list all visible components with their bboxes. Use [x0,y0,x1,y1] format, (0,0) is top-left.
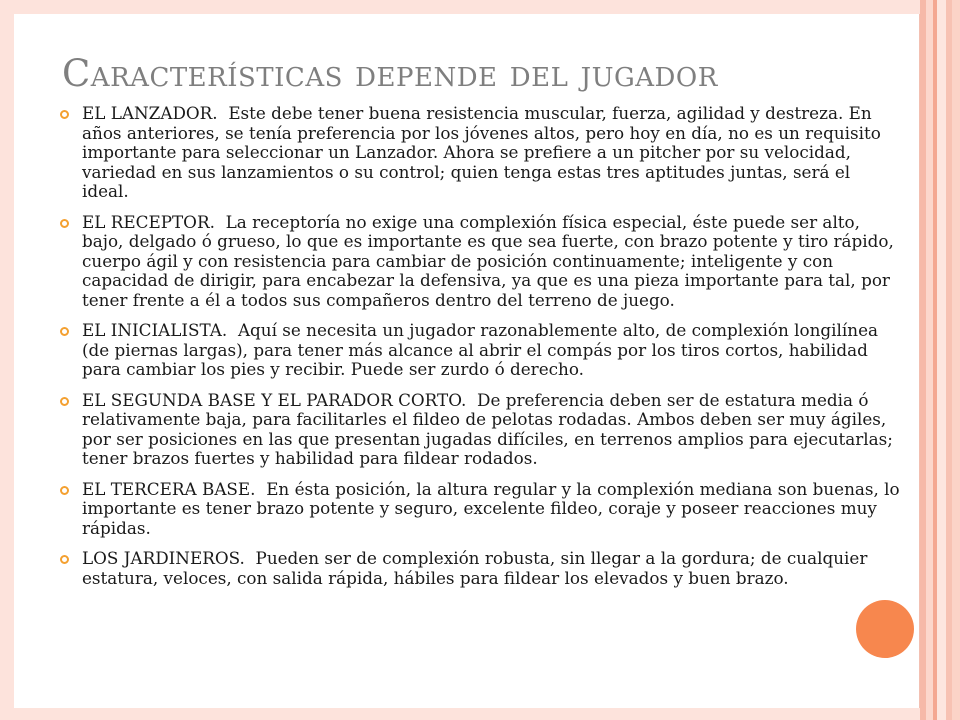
bullet-circle-icon [60,327,69,336]
bullet-heading: EL TERCERA BASE. [82,478,256,499]
bullet-heading: EL LANZADOR. [82,103,218,123]
slide-frame-left [0,0,14,720]
bullet-list [60,104,902,599]
bullet-circle-icon [60,110,69,119]
bullet-circle-icon [60,555,69,564]
bullet-text [82,320,878,379]
bullet-heading: LOS JARDINEROS. [82,548,245,568]
bullet-item-segunda-base [60,391,902,469]
slide-frame-right-stripes [920,0,960,720]
bullet-circle-icon [60,486,69,495]
bullet-text [82,103,881,201]
bullet-item-lanzador [60,104,902,202]
bullet-body: Pueden ser de complexión robusta, sin llegar a la gordura; de cualquier estatura, veloces, con salida rápida, hábiles para fildear los elevados y buen brazo. [82,548,868,588]
bullet-circle-icon [60,219,69,228]
bullet-text [82,479,900,538]
bullet-body: En ésta posición, la altura regular y la complexión mediana son buenas, lo importante es tener brazo potente y seguro, excelente fildeo, coraje y poseer reacciones muy rápidas. [82,478,900,538]
bullet-text [82,390,893,469]
bullet-text [82,548,867,588]
slide-title: Características depende del jugador [62,52,718,95]
bullet-body: La receptoría no exige una complexión física especial, éste puede ser alto, bajo, delgado ó grueso, lo que es importante es que sea fuerte, con brazo potente y tiro rápido, cuerpo ágil y con resistencia para cambiar de posición continuamente; inteligente y con capacidad de dirigir, para encabezar la defensiva, ya que es una pieza importante para tal, por tener frente a él a todos sus compañeros dentro del terreno de juego. [82,211,894,310]
bullet-heading: EL RECEPTOR. [82,211,215,232]
bullet-body: Aquí se necesita un jugador razonablemente alto, de complexión longilínea (de piernas largas), para tener más alcance al abrir el compás por los tiros cortos, habilidad para cambiar los pies y recibir. Puede ser zurdo ó derecho. [82,320,879,379]
bullet-item-tercera-base [60,480,902,539]
bullet-item-inicialista [60,321,902,380]
bullet-heading: EL INICIALISTA. [82,320,228,340]
slide-frame-bottom [0,708,960,720]
bullet-heading: EL SEGUNDA BASE Y EL PARADOR CORTO. [82,389,467,410]
bullet-item-jardineros [60,549,902,588]
bullet-body: Este debe tener buena resistencia muscular, fuerza, agilidad y destreza. En años anteriores, se tenía preferencia por los jóvenes altos, pero hoy en día, no es un requisito importante para seleccionar un Lanzador. Ahora se prefiere a un pitcher por su velocidad, variedad en sus lanzamientos o su control; quien tenga estas tres aptitudes juntas, será el ideal. [82,103,881,201]
bullet-text [82,212,894,310]
bullet-circle-icon [60,397,69,406]
bullet-body: De preferencia deben ser de estatura media ó relativamente baja, para facilitarles el fildeo de pelotas rodadas. Ambos deben ser muy ágiles, por ser posiciones en las que presentan jugadas difíciles, en terrenos amplios para ejecutarlas; tener brazos fuertes y habilidad para fildear rodados. [82,389,893,468]
bullet-item-receptor [60,213,902,311]
slide-frame-top [0,0,960,14]
decorative-orange-circle [856,600,914,658]
